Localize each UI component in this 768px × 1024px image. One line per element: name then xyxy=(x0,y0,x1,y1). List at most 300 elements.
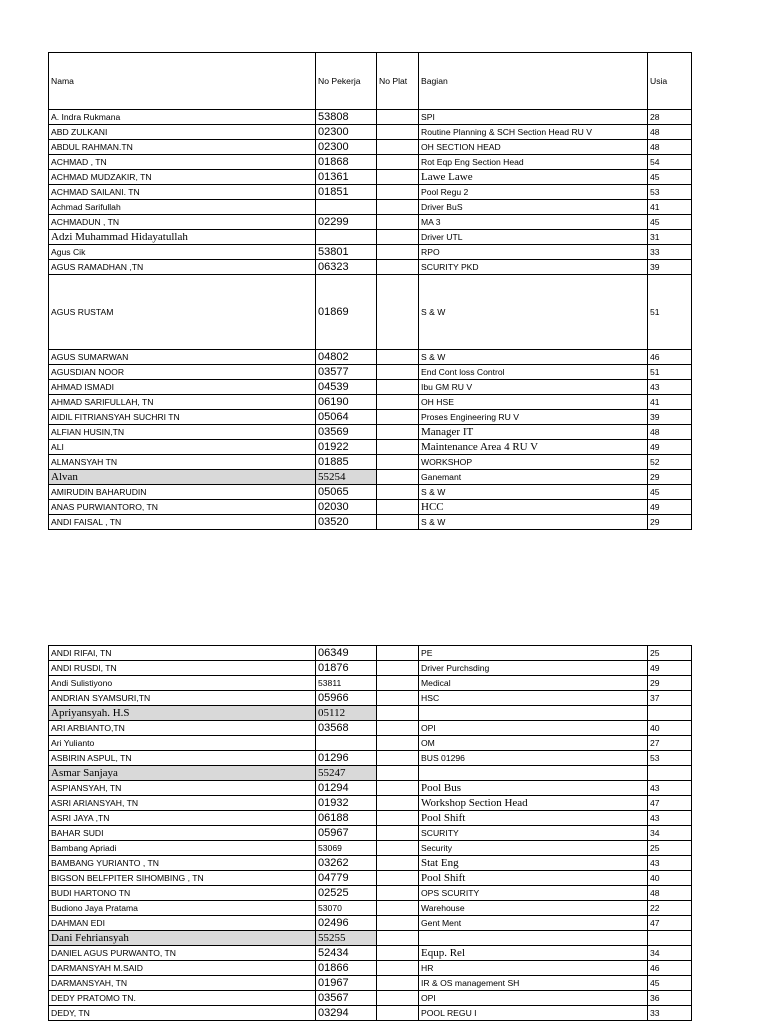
name-cell: Adzi Muhammad Hidayatullah xyxy=(49,230,316,245)
plate-number-cell xyxy=(377,185,419,200)
age-cell: 45 xyxy=(648,976,692,991)
department-cell: POOL REGU I xyxy=(419,1006,648,1021)
table-row xyxy=(49,485,692,500)
department-cell: OM xyxy=(419,736,648,751)
plate-number-cell xyxy=(377,215,419,230)
age-cell: 27 xyxy=(648,736,692,751)
name-cell: ALI xyxy=(49,440,316,455)
table-row xyxy=(49,886,692,901)
name-cell: Ari Yulianto xyxy=(49,736,316,751)
plate-number-cell xyxy=(377,751,419,766)
age-cell: 37 xyxy=(648,691,692,706)
department-cell: OH SECTION HEAD xyxy=(419,140,648,155)
department-cell: HSC xyxy=(419,691,648,706)
table-row xyxy=(49,676,692,691)
employee-number-cell: 04779 xyxy=(316,871,377,886)
age-cell: 25 xyxy=(648,841,692,856)
age-cell: 34 xyxy=(648,946,692,961)
plate-number-cell xyxy=(377,260,419,275)
age-cell: 52 xyxy=(648,455,692,470)
employee-number-cell: 02030 xyxy=(316,500,377,515)
table-row xyxy=(49,931,692,946)
department-cell: Driver BuS xyxy=(419,200,648,215)
name-cell: Agus Cik xyxy=(49,245,316,260)
age-cell: 41 xyxy=(648,200,692,215)
department-cell: Medical xyxy=(419,676,648,691)
plate-number-cell xyxy=(377,736,419,751)
department-cell: OPS SCURITY xyxy=(419,886,648,901)
name-cell: ABD ZULKANI xyxy=(49,125,316,140)
age-cell: 51 xyxy=(648,275,692,350)
employee-number-cell: 03520 xyxy=(316,515,377,530)
table-row xyxy=(49,826,692,841)
employee-number-cell: 06323 xyxy=(316,260,377,275)
header-row xyxy=(49,53,692,110)
age-cell: 28 xyxy=(648,110,692,125)
department-cell: HR xyxy=(419,961,648,976)
plate-number-cell xyxy=(377,455,419,470)
name-cell: AGUS RAMADHAN ,TN xyxy=(49,260,316,275)
plate-number-cell xyxy=(377,380,419,395)
table-row xyxy=(49,515,692,530)
name-cell: ACHMAD , TN xyxy=(49,155,316,170)
name-cell: ANDI FAISAL , TN xyxy=(49,515,316,530)
department-cell: End Cont loss Control xyxy=(419,365,648,380)
name-cell: ANAS PURWIANTORO, TN xyxy=(49,500,316,515)
employee-number-cell: 52434 xyxy=(316,946,377,961)
age-cell: 45 xyxy=(648,215,692,230)
name-cell: ARI ARBIANTO,TN xyxy=(49,721,316,736)
table-row xyxy=(49,961,692,976)
plate-number-cell xyxy=(377,395,419,410)
table-row xyxy=(49,766,692,781)
age-cell: 43 xyxy=(648,781,692,796)
plate-number-cell xyxy=(377,976,419,991)
plate-number-cell xyxy=(377,410,419,425)
employee-number-cell: 01885 xyxy=(316,455,377,470)
department-cell: SCURITY PKD xyxy=(419,260,648,275)
employee-number-cell: 01922 xyxy=(316,440,377,455)
table-row xyxy=(49,425,692,440)
plate-number-cell xyxy=(377,781,419,796)
table-row xyxy=(49,200,692,215)
name-cell: ABDUL RAHMAN.TN xyxy=(49,140,316,155)
department-cell: SPI xyxy=(419,110,648,125)
table-row xyxy=(49,365,692,380)
employee-number-cell: 05112 xyxy=(316,706,377,721)
department-cell: PE xyxy=(419,646,648,661)
employee-number-cell: 05966 xyxy=(316,691,377,706)
header-no-plat: No Plat xyxy=(377,53,419,110)
table-row xyxy=(49,856,692,871)
age-cell: 53 xyxy=(648,185,692,200)
plate-number-cell xyxy=(377,871,419,886)
department-cell: Pool Bus xyxy=(419,781,648,796)
age-cell: 46 xyxy=(648,961,692,976)
employee-number-cell: 02496 xyxy=(316,916,377,931)
table-row xyxy=(49,646,692,661)
employee-number-cell: 02299 xyxy=(316,215,377,230)
name-cell: ANDI RIFAI, TN xyxy=(49,646,316,661)
department-cell: OH HSE xyxy=(419,395,648,410)
table-row xyxy=(49,991,692,1006)
name-cell: ALFIAN HUSIN,TN xyxy=(49,425,316,440)
department-cell: S & W xyxy=(419,275,648,350)
employee-number-cell: 05064 xyxy=(316,410,377,425)
plate-number-cell xyxy=(377,961,419,976)
employee-number-cell: 03294 xyxy=(316,1006,377,1021)
plate-number-cell xyxy=(377,200,419,215)
age-cell: 47 xyxy=(648,916,692,931)
age-cell: 45 xyxy=(648,170,692,185)
department-cell: Security xyxy=(419,841,648,856)
department-cell: Manager IT xyxy=(419,425,648,440)
name-cell: Apriyansyah. H.S xyxy=(49,706,316,721)
department-cell: Rot Eqp Eng Section Head xyxy=(419,155,648,170)
plate-number-cell xyxy=(377,425,419,440)
plate-number-cell xyxy=(377,661,419,676)
employee-number-cell: 01296 xyxy=(316,751,377,766)
department-cell: OPI xyxy=(419,991,648,1006)
plate-number-cell xyxy=(377,350,419,365)
plate-number-cell xyxy=(377,886,419,901)
name-cell: ACHMAD SAILANI. TN xyxy=(49,185,316,200)
name-cell: AMIRUDIN BAHARUDIN xyxy=(49,485,316,500)
department-cell: IR & OS management SH xyxy=(419,976,648,991)
name-cell: ASPIANSYAH, TN xyxy=(49,781,316,796)
table-row xyxy=(49,736,692,751)
plate-number-cell xyxy=(377,140,419,155)
name-cell: DEDY PRATOMO TN. xyxy=(49,991,316,1006)
age-cell: 43 xyxy=(648,380,692,395)
name-cell: AGUS RUSTAM xyxy=(49,275,316,350)
employee-number-cell: 01851 xyxy=(316,185,377,200)
header-bagian: Bagian xyxy=(419,53,648,110)
plate-number-cell xyxy=(377,440,419,455)
plate-number-cell xyxy=(377,170,419,185)
table-row xyxy=(49,140,692,155)
age-cell xyxy=(648,931,692,946)
department-cell: SCURITY xyxy=(419,826,648,841)
name-cell: Bambang Apriadi xyxy=(49,841,316,856)
table-row xyxy=(49,215,692,230)
plate-number-cell xyxy=(377,125,419,140)
department-cell: Pool Regu 2 xyxy=(419,185,648,200)
age-cell: 39 xyxy=(648,410,692,425)
table-row xyxy=(49,440,692,455)
plate-number-cell xyxy=(377,841,419,856)
name-cell: DARMANSYAH M.SAID xyxy=(49,961,316,976)
age-cell: 34 xyxy=(648,826,692,841)
plate-number-cell xyxy=(377,515,419,530)
name-cell: AHMAD ISMADI xyxy=(49,380,316,395)
age-cell: 46 xyxy=(648,350,692,365)
plate-number-cell xyxy=(377,856,419,871)
name-cell: Dani Fehriansyah xyxy=(49,931,316,946)
name-cell: AIDIL FITRIANSYAH SUCHRI TN xyxy=(49,410,316,425)
employee-number-cell: 01876 xyxy=(316,661,377,676)
employee-number-cell: 06188 xyxy=(316,811,377,826)
name-cell: ACHMADUN , TN xyxy=(49,215,316,230)
table-row xyxy=(49,275,692,350)
department-cell: S & W xyxy=(419,515,648,530)
age-cell: 25 xyxy=(648,646,692,661)
plate-number-cell xyxy=(377,1006,419,1021)
name-cell: Alvan xyxy=(49,470,316,485)
age-cell: 49 xyxy=(648,440,692,455)
name-cell: AGUS SUMARWAN xyxy=(49,350,316,365)
employee-number-cell: 03567 xyxy=(316,991,377,1006)
age-cell: 41 xyxy=(648,395,692,410)
employee-number-cell: 53069 xyxy=(316,841,377,856)
plate-number-cell xyxy=(377,485,419,500)
age-cell: 29 xyxy=(648,470,692,485)
age-cell: 51 xyxy=(648,365,692,380)
plate-number-cell xyxy=(377,706,419,721)
employee-number-cell: 05065 xyxy=(316,485,377,500)
table-row xyxy=(49,110,692,125)
name-cell: DARMANSYAH, TN xyxy=(49,976,316,991)
age-cell: 22 xyxy=(648,901,692,916)
department-cell: RPO xyxy=(419,245,648,260)
plate-number-cell xyxy=(377,916,419,931)
employee-number-cell: 02300 xyxy=(316,125,377,140)
age-cell: 49 xyxy=(648,500,692,515)
employee-number-cell: 01932 xyxy=(316,796,377,811)
employee-number-cell: 03569 xyxy=(316,425,377,440)
table-row xyxy=(49,260,692,275)
employee-number-cell: 53070 xyxy=(316,901,377,916)
age-cell: 39 xyxy=(648,260,692,275)
employee-number-cell xyxy=(316,230,377,245)
table-row xyxy=(49,185,692,200)
department-cell xyxy=(419,766,648,781)
age-cell: 43 xyxy=(648,856,692,871)
plate-number-cell xyxy=(377,676,419,691)
employee-number-cell: 55255 xyxy=(316,931,377,946)
department-cell: OPI xyxy=(419,721,648,736)
age-cell: 48 xyxy=(648,125,692,140)
table-row xyxy=(49,350,692,365)
name-cell: Asmar Sanjaya xyxy=(49,766,316,781)
plate-number-cell xyxy=(377,500,419,515)
department-cell: HCC xyxy=(419,500,648,515)
department-cell: Pool Shift xyxy=(419,871,648,886)
department-cell: Ganemant xyxy=(419,470,648,485)
header-nama: Nama xyxy=(49,53,316,110)
employee-number-cell: 01967 xyxy=(316,976,377,991)
employee-number-cell: 01866 xyxy=(316,961,377,976)
name-cell: ASRI ARIANSYAH, TN xyxy=(49,796,316,811)
table-row xyxy=(49,976,692,991)
plate-number-cell xyxy=(377,811,419,826)
plate-number-cell xyxy=(377,946,419,961)
name-cell: Andi Sulistiyono xyxy=(49,676,316,691)
age-cell: 48 xyxy=(648,886,692,901)
plate-number-cell xyxy=(377,470,419,485)
table-row xyxy=(49,946,692,961)
table-row xyxy=(49,721,692,736)
name-cell: ACHMAD MUDZAKIR, TN xyxy=(49,170,316,185)
department-cell: Equp. Rel xyxy=(419,946,648,961)
table-row xyxy=(49,916,692,931)
employee-number-cell: 01361 xyxy=(316,170,377,185)
employee-number-cell: 03568 xyxy=(316,721,377,736)
employee-number-cell: 02525 xyxy=(316,886,377,901)
plate-number-cell xyxy=(377,155,419,170)
department-cell: Gent Ment xyxy=(419,916,648,931)
name-cell: DANIEL AGUS PURWANTO, TN xyxy=(49,946,316,961)
age-cell: 48 xyxy=(648,425,692,440)
plate-number-cell xyxy=(377,691,419,706)
plate-number-cell xyxy=(377,646,419,661)
table-row xyxy=(49,500,692,515)
age-cell: 31 xyxy=(648,230,692,245)
department-cell: S & W xyxy=(419,350,648,365)
employee-number-cell: 04539 xyxy=(316,380,377,395)
header-no-pekerja: No Pekerja xyxy=(316,53,377,110)
department-cell xyxy=(419,931,648,946)
name-cell: ALMANSYAH TN xyxy=(49,455,316,470)
table-row xyxy=(49,470,692,485)
employee-number-cell: 53801 xyxy=(316,245,377,260)
table-row xyxy=(49,155,692,170)
plate-number-cell xyxy=(377,991,419,1006)
plate-number-cell xyxy=(377,721,419,736)
employee-number-cell: 06190 xyxy=(316,395,377,410)
plate-number-cell xyxy=(377,275,419,350)
name-cell: DEDY, TN xyxy=(49,1006,316,1021)
name-cell: ASRI JAYA ,TN xyxy=(49,811,316,826)
age-cell xyxy=(648,706,692,721)
employee-number-cell: 02300 xyxy=(316,140,377,155)
table-row xyxy=(49,170,692,185)
age-cell: 49 xyxy=(648,661,692,676)
table-row xyxy=(49,811,692,826)
employee-table-2 xyxy=(48,645,692,1021)
table-row xyxy=(49,125,692,140)
table-row xyxy=(49,455,692,470)
age-cell: 47 xyxy=(648,796,692,811)
employee-number-cell: 53811 xyxy=(316,676,377,691)
age-cell: 45 xyxy=(648,485,692,500)
name-cell: A. Indra Rukmana xyxy=(49,110,316,125)
name-cell: AGUSDIAN NOOR xyxy=(49,365,316,380)
age-cell: 40 xyxy=(648,721,692,736)
employee-number-cell: 01294 xyxy=(316,781,377,796)
department-cell: Lawe Lawe xyxy=(419,170,648,185)
name-cell: Budiono Jaya Pratama xyxy=(49,901,316,916)
employee-number-cell: 05967 xyxy=(316,826,377,841)
department-cell: Pool Shift xyxy=(419,811,648,826)
employee-number-cell: 01868 xyxy=(316,155,377,170)
employee-number-cell: 03577 xyxy=(316,365,377,380)
plate-number-cell xyxy=(377,931,419,946)
employee-number-cell xyxy=(316,736,377,751)
department-cell: S & W xyxy=(419,485,648,500)
employee-number-cell: 55247 xyxy=(316,766,377,781)
table-row xyxy=(49,901,692,916)
name-cell: BIGSON BELFPITER SIHOMBING , TN xyxy=(49,871,316,886)
department-cell: Ibu GM RU V xyxy=(419,380,648,395)
plate-number-cell xyxy=(377,826,419,841)
age-cell: 29 xyxy=(648,676,692,691)
plate-number-cell xyxy=(377,796,419,811)
name-cell: ANDRIAN SYAMSURI,TN xyxy=(49,691,316,706)
name-cell: Achmad Sarifullah xyxy=(49,200,316,215)
plate-number-cell xyxy=(377,110,419,125)
employee-number-cell xyxy=(316,200,377,215)
table-row xyxy=(49,751,692,766)
department-cell: BUS 01296 xyxy=(419,751,648,766)
plate-number-cell xyxy=(377,245,419,260)
name-cell: BUDI HARTONO TN xyxy=(49,886,316,901)
table-row xyxy=(49,410,692,425)
age-cell: 36 xyxy=(648,991,692,1006)
plate-number-cell xyxy=(377,766,419,781)
table-row xyxy=(49,245,692,260)
department-cell: MA 3 xyxy=(419,215,648,230)
age-cell xyxy=(648,766,692,781)
employee-number-cell: 06349 xyxy=(316,646,377,661)
age-cell: 43 xyxy=(648,811,692,826)
employee-number-cell: 01869 xyxy=(316,275,377,350)
employee-table-1 xyxy=(48,52,692,530)
age-cell: 29 xyxy=(648,515,692,530)
table-row xyxy=(49,230,692,245)
department-cell: WORKSHOP xyxy=(419,455,648,470)
plate-number-cell xyxy=(377,230,419,245)
table-row xyxy=(49,691,692,706)
table-row xyxy=(49,395,692,410)
employee-number-cell: 03262 xyxy=(316,856,377,871)
table-row xyxy=(49,380,692,395)
table-row xyxy=(49,871,692,886)
name-cell: ASBIRIN ASPUL, TN xyxy=(49,751,316,766)
employee-number-cell: 53808 xyxy=(316,110,377,125)
table-row xyxy=(49,841,692,856)
table-row xyxy=(49,706,692,721)
employee-number-cell: 55254 xyxy=(316,470,377,485)
plate-number-cell xyxy=(377,901,419,916)
table-row xyxy=(49,661,692,676)
name-cell: ANDI RUSDI, TN xyxy=(49,661,316,676)
department-cell: Warehouse xyxy=(419,901,648,916)
department-cell: Driver UTL xyxy=(419,230,648,245)
age-cell: 54 xyxy=(648,155,692,170)
table-row xyxy=(49,781,692,796)
name-cell: AHMAD SARIFULLAH, TN xyxy=(49,395,316,410)
age-cell: 40 xyxy=(648,871,692,886)
age-cell: 48 xyxy=(648,140,692,155)
department-cell: Maintenance Area 4 RU V xyxy=(419,440,648,455)
name-cell: BAMBANG YURIANTO , TN xyxy=(49,856,316,871)
plate-number-cell xyxy=(377,365,419,380)
age-cell: 53 xyxy=(648,751,692,766)
department-cell: Driver Purchsding xyxy=(419,661,648,676)
age-cell: 33 xyxy=(648,1006,692,1021)
table-row xyxy=(49,796,692,811)
department-cell: Proses Engineering RU V xyxy=(419,410,648,425)
name-cell: DAHMAN EDI xyxy=(49,916,316,931)
age-cell: 33 xyxy=(648,245,692,260)
department-cell xyxy=(419,706,648,721)
header-usia: Usia xyxy=(648,53,692,110)
table-row xyxy=(49,1006,692,1021)
employee-number-cell: 04802 xyxy=(316,350,377,365)
department-cell: Stat Eng xyxy=(419,856,648,871)
department-cell: Routine Planning & SCH Section Head RU V xyxy=(419,125,648,140)
